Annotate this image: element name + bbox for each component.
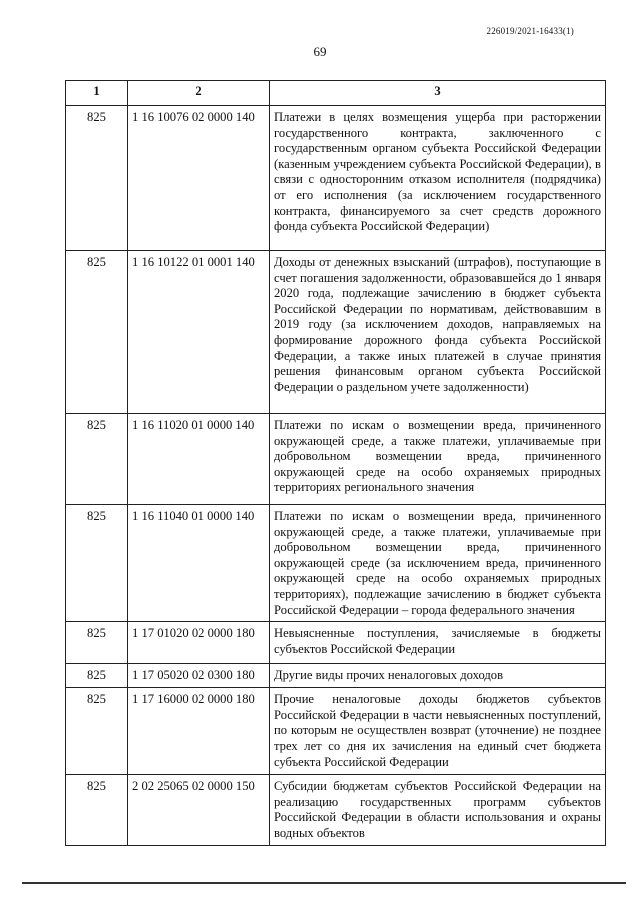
admin-code-cell: 825 (66, 688, 128, 775)
table-row (66, 505, 606, 622)
budget-code-cell: 1 17 16000 02 0000 180 (128, 688, 270, 775)
description-cell: Прочие неналоговые доходы бюджетов субъектов Российской Федерации в части невыясненных поступлений, по которым не осуществлен возврат (уточнение) не позднее трех лет со дня их зачисления на единый счет бюджета субъекта Российской Федерации (270, 688, 606, 775)
column-header-3: 3 (270, 81, 606, 106)
admin-code-cell: 825 (66, 106, 128, 251)
description-cell: Доходы от денежных взысканий (штрафов), поступающие в счет погашения задолженности, образовавшейся до 1 января 2020 года, подлежащие зачислению в бюджет субъекта Российской Федерации по нормативам, действовавшим в 2019 году (за исключением доходов, направляемых на формирование дорожного фонда субъекта Российской Федерации, а также иных платежей в случае принятия решения финансовым органом субъекта Российской Федерации о раздельном учете задолженности) (270, 251, 606, 414)
revenue-codes-table (65, 80, 606, 846)
table-row (66, 688, 606, 775)
budget-code-cell: 1 17 01020 02 0000 180 (128, 622, 270, 664)
column-header-1: 1 (66, 81, 128, 106)
budget-code-cell: 1 16 10076 02 0000 140 (128, 106, 270, 251)
column-header-2: 2 (128, 81, 270, 106)
budget-code-cell: 1 17 05020 02 0300 180 (128, 664, 270, 688)
table-header-row (66, 81, 606, 106)
table-row (66, 414, 606, 505)
admin-code-cell: 825 (66, 664, 128, 688)
admin-code-cell: 825 (66, 775, 128, 845)
description-cell: Платежи по искам о возмещении вреда, причиненного окружающей среде, а также платежи, уплачиваемые при добровольном возмещении вреда, причиненного окружающей среде на особо охраняемых природных территориях регионального значения (270, 414, 606, 505)
table-row (66, 664, 606, 688)
budget-code-cell: 1 16 10122 01 0001 140 (128, 251, 270, 414)
admin-code-cell: 825 (66, 505, 128, 622)
admin-code-cell: 825 (66, 251, 128, 414)
description-cell: Субсидии бюджетам субъектов Российской Федерации на реализацию государственных программ субъектов Российской Федерации в области использования и охраны водных объектов (270, 775, 606, 845)
table-row (66, 106, 606, 251)
budget-code-cell: 1 16 11020 01 0000 140 (128, 414, 270, 505)
budget-code-cell: 1 16 11040 01 0000 140 (128, 505, 270, 622)
table-row (66, 775, 606, 845)
description-cell: Платежи по искам о возмещении вреда, причиненного окружающей среде, а также платежи, уплачиваемые при добровольном возмещении вреда, причиненного окружающей среде (за исключением вреда, причиненного окружающей среде на особо охраняемых природных территориях), подлежащие зачислению в бюджет субъекта Российской Федерации – города федерального значения (270, 505, 606, 622)
document-id: 226019/2021-16433(1) (486, 26, 574, 36)
description-cell: Платежи в целях возмещения ущерба при расторжении государственного контракта, заключенного с государственным органом субъекта Российской Федерации (казенным учреждением субъекта Российской Федерации), в связи с односторонним отказом исполнителя (подрядчика) от его исполнения (за исключением государственного контракта, финансируемого за счет средств дорожного фонда субъекта Российской Федерации) (270, 106, 606, 251)
admin-code-cell: 825 (66, 414, 128, 505)
budget-code-cell: 2 02 25065 02 0000 150 (128, 775, 270, 845)
description-cell: Невыясненные поступления, зачисляемые в бюджеты субъектов Российской Федерации (270, 622, 606, 664)
scan-bottom-rule (22, 882, 626, 884)
page-number: 69 (313, 44, 327, 59)
description-cell: Другие виды прочих неналоговых доходов (270, 664, 606, 688)
admin-code-cell: 825 (66, 622, 128, 664)
table-row (66, 251, 606, 414)
table-row (66, 622, 606, 664)
